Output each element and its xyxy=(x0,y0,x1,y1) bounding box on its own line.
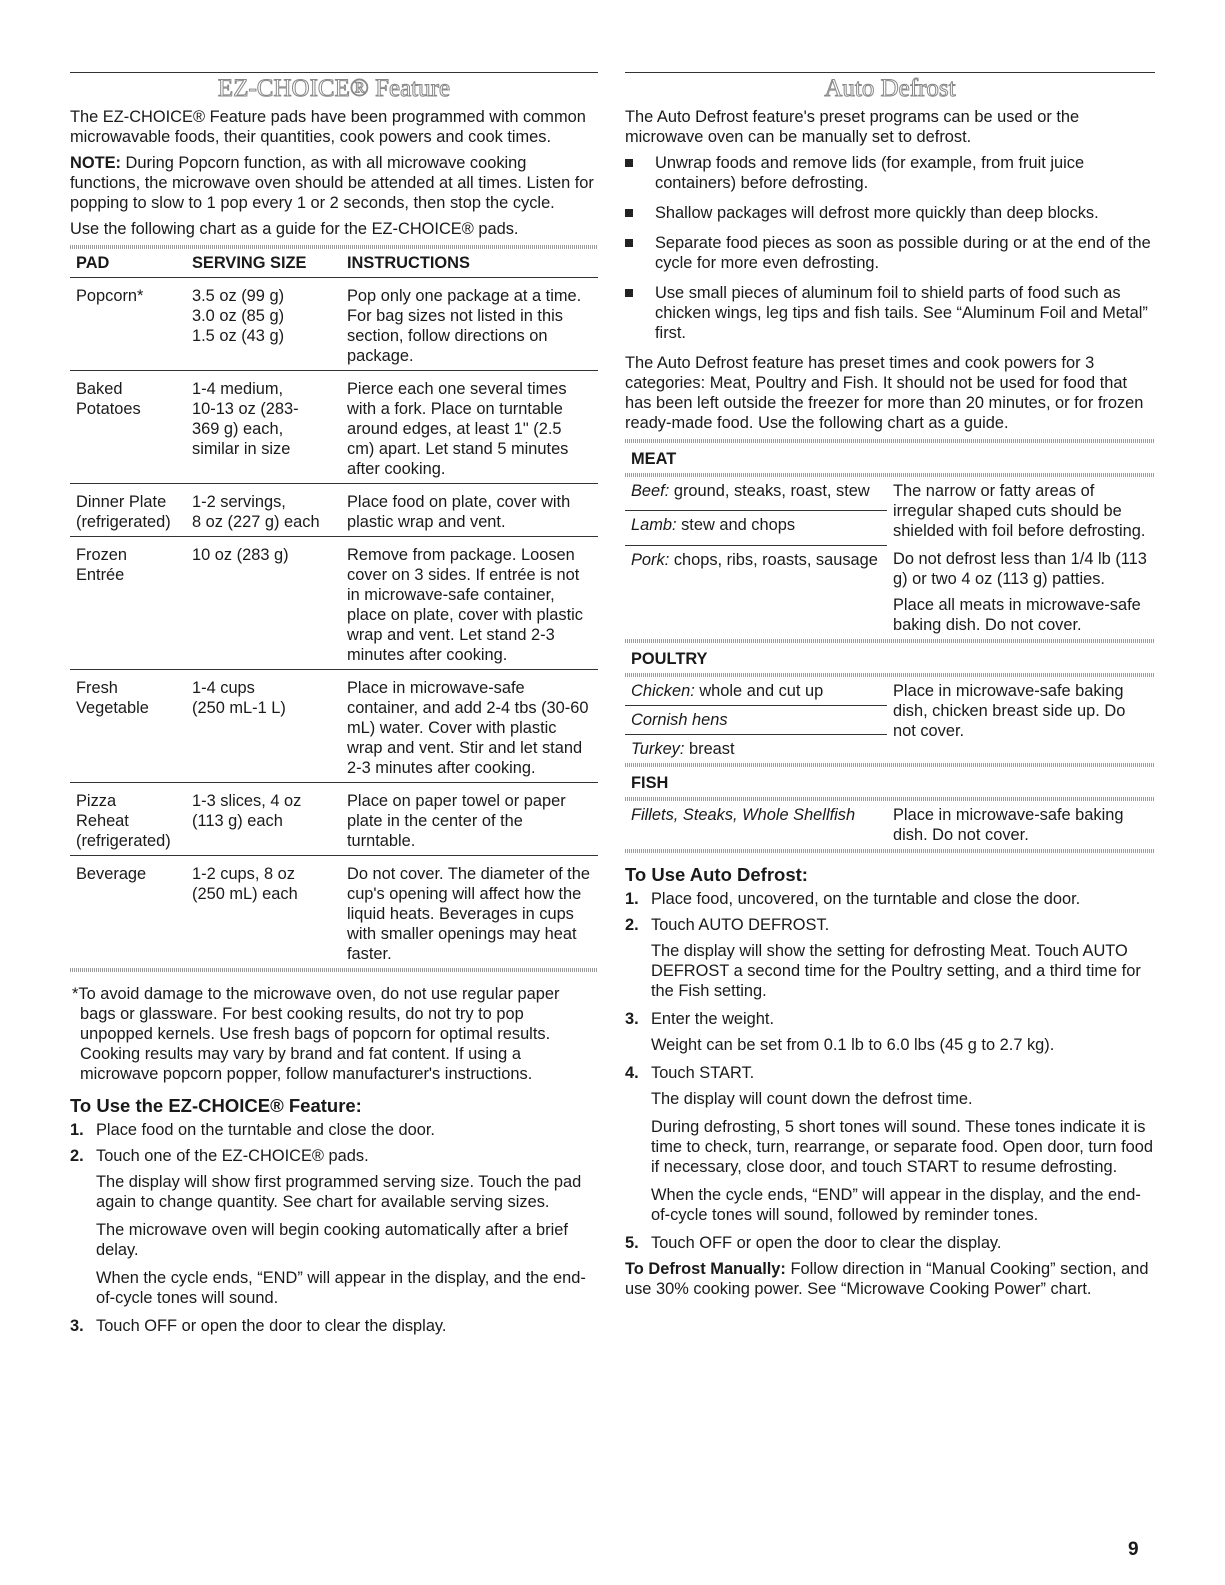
meat-note-3: Place all meats in microwave-safe baking dish. Do not cover. xyxy=(893,596,1141,634)
pad-cell: Dinner Plate (refrigerated) xyxy=(70,484,186,537)
instructions-cell: Place on paper towel or paper plate in the center of the turntable. xyxy=(341,783,598,856)
header-instructions: INSTRUCTIONS xyxy=(347,254,470,272)
fish-cell xyxy=(625,801,887,849)
step xyxy=(625,1233,1155,1253)
defrost-bullet-list xyxy=(625,153,1155,343)
step-number: 3. xyxy=(625,1010,639,1028)
note-label: NOTE: xyxy=(70,154,121,172)
serving-size-cell: 1-2 cups, 8 oz (250 mL) each xyxy=(186,856,341,969)
table-row xyxy=(70,278,598,371)
bullet-text: Unwrap foods and remove lids (for example, from fruit juice containers) before defrosting. xyxy=(655,154,1085,192)
instructions-cell: Place in microwave-safe container, and add 2-4 tbs (30-60 mL) water. Cover with plastic wrap and vent. Stir and let stand 2-3 minutes after cooking. xyxy=(341,670,598,783)
step-detail: When the cycle ends, “END” will appear in the display, and the end-of-cycle tones will sound, followed by reminder tones. xyxy=(651,1186,1141,1224)
serving-size-cell: 1-2 servings, 8 oz (227 g) each xyxy=(186,484,341,537)
defrost-intro: The Auto Defrost feature's preset programs can be used or the microwave oven can be manually set to defrost. xyxy=(625,108,1080,146)
defrost-steps xyxy=(625,889,1155,1253)
ez-choice-table xyxy=(70,249,598,968)
instructions-cell: Remove from package. Loosen cover on 3 sides. If entrée is not in microwave-safe container, place on plate, cover with plastic wrap and vent. Let stand 2-3 minutes after cooking. xyxy=(341,537,598,670)
step xyxy=(625,1009,1155,1029)
instructions-cell: Do not cover. The diameter of the cup's opening will affect how the liquid heats. Beverages in cups with smaller openings may heat faster. xyxy=(341,856,598,969)
pad-cell: Baked Potatoes xyxy=(70,371,186,484)
step-text: Touch START. xyxy=(651,1064,755,1082)
step-number: 3. xyxy=(70,1317,84,1335)
manual-defrost xyxy=(625,1259,1155,1299)
serving-size-cell: 1-3 slices, 4 oz (113 g) each xyxy=(186,783,341,856)
table-row xyxy=(70,856,598,969)
bullet-text: Separate food pieces as soon as possible during or at the end of the cycle for more even defrosting. xyxy=(655,234,1151,272)
step-number: 2. xyxy=(70,1147,84,1165)
fish-note: Place in microwave-safe baking dish. Do not cover. xyxy=(893,806,1124,844)
note-text: During Popcorn function, as with all microwave cooking functions, the microwave oven should be attended at all times. Listen for popping to slow to 1 pop every 1 or 2 seconds, then stop the cycle. xyxy=(70,154,594,212)
bullet-item xyxy=(625,283,1155,343)
turkey-text: breast xyxy=(684,740,735,758)
meat-table xyxy=(625,477,1155,639)
bullet-item xyxy=(625,233,1155,273)
pad-cell: Beverage xyxy=(70,856,186,969)
step xyxy=(70,1120,598,1140)
step-number: 1. xyxy=(625,890,639,908)
popcorn-footnote: *To avoid damage to the microwave oven, do not use regular paper bags or glassware. For best cooking results, do not try to pop unpopped kernels. Use fresh bags of popcorn for optimal results. Cooking results may vary by brand and fat content. If using a microwave popcorn popper, follow manufacturer's instructions. xyxy=(72,985,560,1083)
step-number: 2. xyxy=(625,916,639,934)
step xyxy=(70,1316,598,1336)
table-row xyxy=(70,537,598,670)
table-row xyxy=(70,783,598,856)
ez-choice-title: EZ-CHOICE® Feature xyxy=(217,75,451,102)
pad-cell: Frozen Entrée xyxy=(70,537,186,670)
pad-cell: Popcorn* xyxy=(70,278,186,371)
table-row xyxy=(70,371,598,484)
table-header-row xyxy=(70,249,598,278)
lamb-label: Lamb: xyxy=(631,516,677,535)
beef-cell xyxy=(625,477,887,511)
fish-table-bottom-rule xyxy=(625,849,1155,853)
defrost-categories-text: The Auto Defrost feature has preset times and cook powers for 3 categories: Meat, Poultry and Fish. It should not be used for food that has been left outside the freezer for more than 20 minutes, or for frozen ready-made food. Use the following chart as a guide. xyxy=(625,354,1144,432)
poultry-table xyxy=(625,677,1155,763)
bullet-square-icon xyxy=(625,239,633,247)
cornish-cell xyxy=(625,706,887,735)
meat-note-2: Do not defrost less than 1/4 lb (113 g) or two 4 oz (113 g) patties. xyxy=(893,550,1147,588)
step xyxy=(625,889,1155,909)
step-number: 5. xyxy=(625,1234,639,1252)
turkey-label: Turkey: xyxy=(631,740,685,758)
instructions-cell: Pierce each one several times with a fork. Place on turntable around edges, at least 1" (2.5 cm) apart. Let stand 5 minutes after cooking. xyxy=(341,371,598,484)
fish-label: FISH xyxy=(631,774,669,792)
ez-choice-column xyxy=(70,72,598,1342)
step-detail: When the cycle ends, “END” will appear in the display, and the end-of-cycle tones will sound. xyxy=(96,1269,586,1307)
bullet-item xyxy=(625,153,1155,193)
meat-notes-2 xyxy=(887,545,1155,639)
pad-cell: Pizza Reheat (refrigerated) xyxy=(70,783,186,856)
step-detail: The microwave oven will begin cooking automatically after a brief delay. xyxy=(96,1221,568,1259)
pork-cell xyxy=(625,545,887,639)
ez-table-body xyxy=(70,278,598,969)
beef-text: ground, steaks, roast, stew xyxy=(669,482,870,500)
chicken-cell xyxy=(625,677,887,706)
page-number: 9 xyxy=(1128,1539,1139,1560)
ez-steps xyxy=(70,1120,598,1336)
auto-defrost-title: Auto Defrost xyxy=(824,75,956,102)
step-text: Touch one of the EZ-CHOICE® pads. xyxy=(96,1147,369,1165)
pad-cell: Fresh Vegetable xyxy=(70,670,186,783)
table-row xyxy=(70,670,598,783)
auto-defrost-column xyxy=(625,72,1155,1305)
ez-intro: The EZ-CHOICE® Feature pads have been programmed with common microwavable foods, their quantities, cook powers and cook times. xyxy=(70,108,586,146)
pork-text: chops, ribs, roasts, sausage xyxy=(669,550,878,569)
step-number: 1. xyxy=(70,1121,84,1139)
bullet-text: Shallow packages will defrost more quickly than deep blocks. xyxy=(655,204,1099,222)
pork-label: Pork: xyxy=(631,550,670,569)
bullet-square-icon xyxy=(625,209,633,217)
turkey-cell xyxy=(625,735,887,764)
manual-label: To Defrost Manually: xyxy=(625,1260,786,1278)
defrost-use-heading: To Use Auto Defrost: xyxy=(625,864,808,885)
ez-use-heading: To Use the EZ-CHOICE® Feature: xyxy=(70,1095,362,1116)
header-serving-size: SERVING SIZE xyxy=(192,254,307,272)
header-pad: PAD xyxy=(76,254,110,272)
ez-note xyxy=(70,153,598,213)
poultry-label: POULTRY xyxy=(631,650,708,668)
cornish-label: Cornish hens xyxy=(631,711,728,729)
step-text: Touch AUTO DEFROST. xyxy=(651,916,830,934)
step-text: Touch OFF or open the door to clear the display. xyxy=(651,1234,1002,1252)
chicken-text: whole and cut up xyxy=(694,682,824,700)
bullet-item xyxy=(625,203,1155,223)
step-text: Place food on the turntable and close the door. xyxy=(96,1121,435,1139)
step xyxy=(70,1146,598,1166)
step-detail: Weight can be set from 0.1 lb to 6.0 lbs (45 g to 2.7 kg). xyxy=(651,1036,1055,1054)
step xyxy=(625,915,1155,935)
table-bottom-rule xyxy=(70,968,598,972)
step-text: Touch OFF or open the door to clear the display. xyxy=(96,1317,447,1335)
step xyxy=(625,1063,1155,1083)
table-row xyxy=(70,484,598,537)
lamb-text: stew and chops xyxy=(676,516,796,535)
bullet-text: Use small pieces of aluminum foil to shield parts of food such as chicken wings, leg tips and fish tails. See “Aluminum Foil and Metal” first. xyxy=(655,284,1148,342)
serving-size-cell: 10 oz (283 g) xyxy=(186,537,341,670)
step-text: Enter the weight. xyxy=(651,1010,775,1028)
instructions-cell: Pop only one package at a time. For bag sizes not listed in this section, follow directions on package. xyxy=(341,278,598,371)
manual-text: Follow direction in “Manual Cooking” section, and use 30% cooking power. See “Microwave Cooking Power” chart. xyxy=(625,1260,1149,1298)
step-detail: The display will count down the defrost time. xyxy=(651,1090,973,1108)
beef-label: Beef: xyxy=(631,482,670,500)
serving-size-cell: 1-4 medium, 10-13 oz (283- 369 g) each, similar in size xyxy=(186,371,341,484)
instructions-cell: Place food on plate, cover with plastic wrap and vent. xyxy=(341,484,598,537)
step-number: 4. xyxy=(625,1064,639,1082)
step-detail: The display will show first programmed serving size. Touch the pad again to change quantity. See chart for available serving sizes. xyxy=(96,1173,582,1211)
step-text: Place food, uncovered, on the turntable and close the door. xyxy=(651,890,1081,908)
fish-table xyxy=(625,801,1155,849)
fish-items: Fillets, Steaks, Whole Shellfish xyxy=(631,806,856,824)
serving-size-cell: 3.5 oz (99 g) 3.0 oz (85 g) 1.5 oz (43 g) xyxy=(186,278,341,371)
poultry-note: Place in microwave-safe baking dish, chicken breast side up. Do not cover. xyxy=(893,682,1126,740)
meat-note-1: The narrow or fatty areas of irregular shaped cuts should be shielded with foil before defrosting. xyxy=(893,482,1146,540)
serving-size-cell: 1-4 cups (250 mL-1 L) xyxy=(186,670,341,783)
bullet-square-icon xyxy=(625,289,633,297)
lamb-cell xyxy=(625,511,887,545)
chicken-label: Chicken: xyxy=(631,682,695,700)
ez-guide: Use the following chart as a guide for the EZ-CHOICE® pads. xyxy=(70,220,519,238)
bullet-square-icon xyxy=(625,159,633,167)
meat-label: MEAT xyxy=(631,450,677,468)
step-detail: The display will show the setting for defrosting Meat. Touch AUTO DEFROST a second time for the Poultry setting, and a third time for the Fish setting. xyxy=(651,942,1141,1000)
step-detail: During defrosting, 5 short tones will sound. These tones indicate it is time to check, turn, rearrange, or separate food. Open door, turn food if necessary, close door, and touch START to resume defrosting. xyxy=(651,1118,1154,1176)
